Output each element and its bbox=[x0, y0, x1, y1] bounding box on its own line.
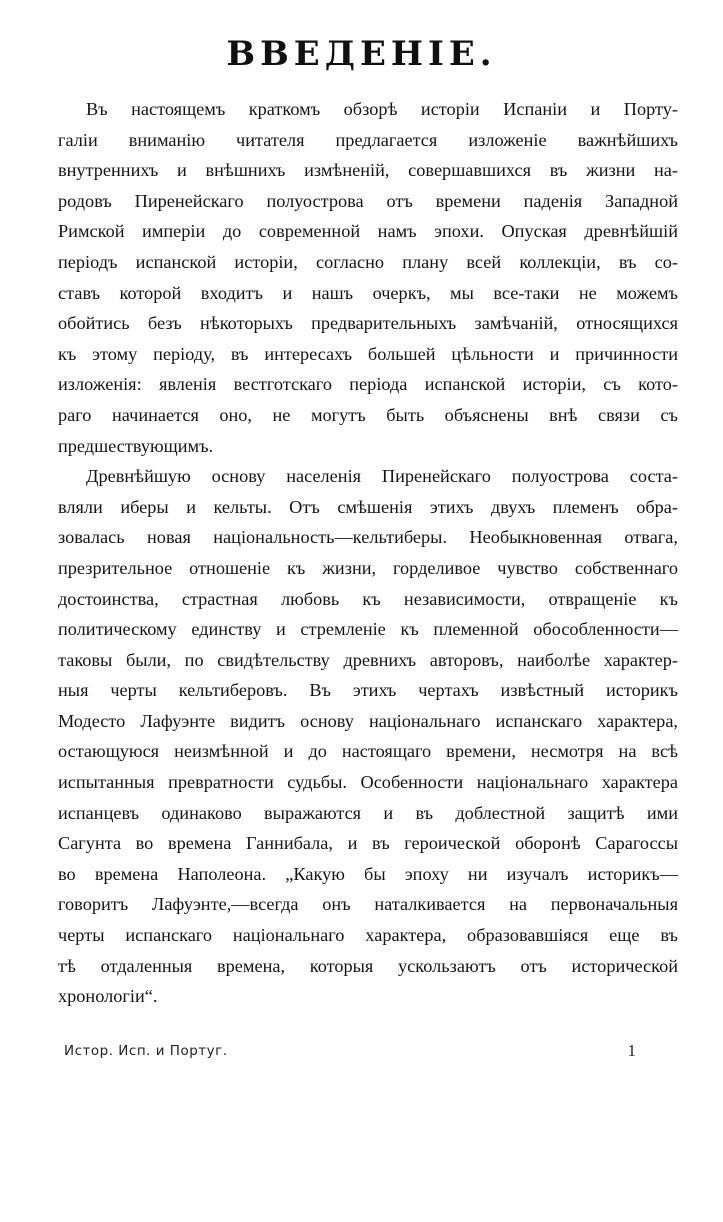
text-line: періодъ испанской исторіи, согласно плану всей коллекціи, въ со- bbox=[58, 251, 678, 272]
text-line: къ этому періоду, въ интересахъ большей цѣльности и причинности bbox=[58, 343, 678, 364]
text-line: изложенія: явленія вестготскаго періода испанской исторіи, съ кото- bbox=[58, 374, 678, 395]
text-line: Сагунта во времена Ганнибала, и въ героической оборонѣ Сарагоссы bbox=[58, 833, 678, 854]
text-line: Модесто Лафуэнте видитъ основу національнаго испанскаго характера, bbox=[58, 710, 678, 731]
text-line: предшествующимъ. bbox=[58, 435, 214, 456]
text-line: политическому единству и стремленіе къ племенной обособленности— bbox=[58, 619, 678, 640]
signature-mark: Истор. Исп. и Португ. bbox=[64, 1043, 228, 1059]
text-line: внутреннихъ и внѣшнихъ измѣненій, совершавшихся въ жизни на- bbox=[58, 160, 678, 181]
chapter-title: ВВЕДЕНІЕ. bbox=[226, 34, 497, 74]
text-line: Древнѣйшую основу населенія Пиренейскаго полуострова соста- bbox=[86, 466, 678, 487]
text-line: раго начинается оно, не могутъ быть объяснены внѣ связи съ bbox=[58, 404, 678, 425]
body-text bbox=[58, 94, 678, 1012]
paragraph-1 bbox=[58, 94, 678, 461]
text-line: говоритъ Лафуэнте,—всегда онъ наталкивается на первоначальныя bbox=[58, 894, 678, 915]
text-line: Римской имперіи до современной намъ эпохи. Опуская древнѣйшій bbox=[58, 221, 678, 242]
text-line: таковы были, по свидѣтельству древнихъ авторовъ, наиболѣе характер- bbox=[58, 649, 678, 670]
text-line: презрительное отношеніе къ жизни, горделивое чувство собственнаго bbox=[58, 557, 678, 578]
text-line: Въ настоящемъ краткомъ обзорѣ исторіи Испаніи и Порту- bbox=[86, 99, 678, 119]
text-line: достоинства, страстная любовь къ независимости, отвращеніе къ bbox=[58, 588, 678, 609]
text-line: черты испанскаго національнаго характера, образовавшіяся еще въ bbox=[58, 925, 678, 946]
text-line: тѣ отдаленныя времена, которыя ускользаютъ отъ исторической bbox=[58, 955, 678, 976]
paragraph-2 bbox=[58, 461, 678, 1012]
text-line: во времена Наполеона. „Какую бы эпоху ни изучалъ историкъ— bbox=[58, 863, 678, 884]
text-line: испытанныя превратности судьбы. Особенности національнаго характера bbox=[58, 772, 678, 793]
text-line: зовалась новая національность—кельтиберы. Необыкновенная отвага, bbox=[58, 527, 678, 548]
text-line: вляли иберы и кельты. Отъ смѣшенія этихъ двухъ племенъ обра- bbox=[58, 496, 678, 517]
text-line: остающуюся неизмѣнной и до настоящаго времени, несмотря на всѣ bbox=[58, 741, 678, 762]
text-line: хронологіи“. bbox=[58, 986, 158, 1007]
text-line: галіи вниманію читателя предлагается изложеніе важнѣйшихъ bbox=[58, 129, 678, 150]
text-line: родовъ Пиренейскаго полуострова отъ времени паденія Западной bbox=[58, 190, 678, 211]
text-line: ставъ которой входитъ и нашъ очеркъ, мы все-таки не можемъ bbox=[58, 282, 678, 303]
text-line: ныя черты кельтиберовъ. Въ этихъ чертахъ извѣстный историкъ bbox=[58, 680, 678, 701]
text-line: обойтись безъ нѣкоторыхъ предварительныхъ замѣчаній, относящихся bbox=[58, 313, 678, 334]
sheet-number: 1 bbox=[627, 1041, 636, 1060]
text-line: испанцевъ одинаково выражаются и въ доблестной защитѣ ими bbox=[58, 802, 678, 823]
